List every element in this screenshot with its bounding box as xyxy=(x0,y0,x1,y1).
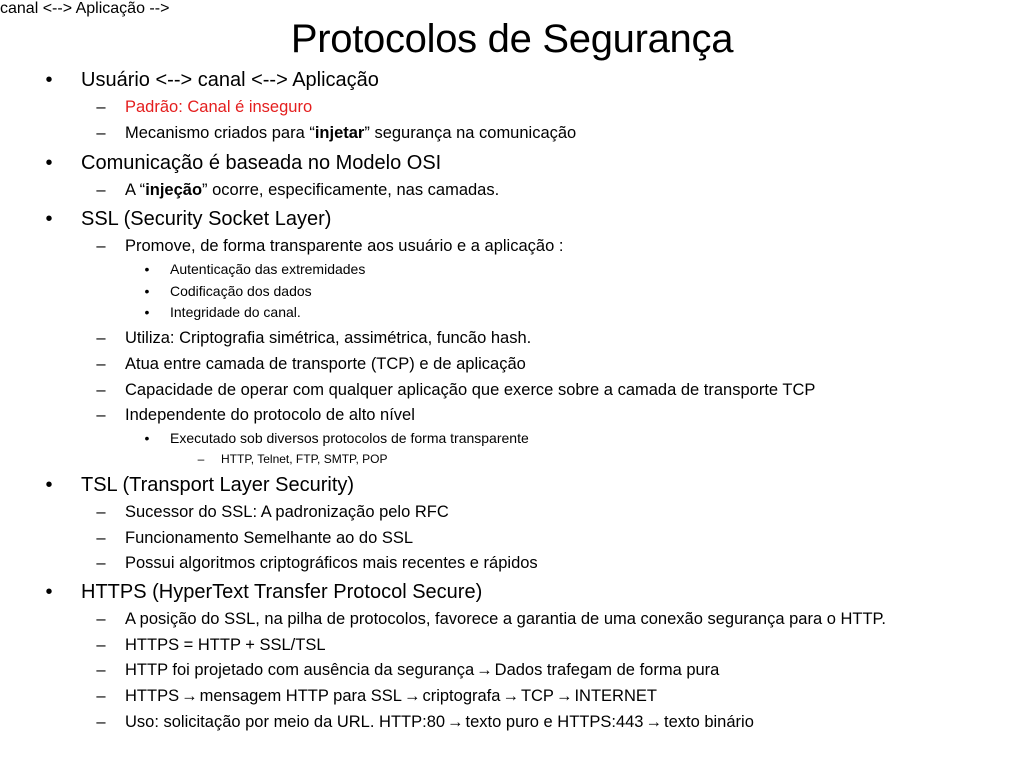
dash-marker: – xyxy=(96,636,106,654)
sub-padrao-canal-inseguro: Padrão: Canal é inseguro xyxy=(125,98,313,116)
bullet-marker: • xyxy=(45,152,53,174)
subsub-integridade: Integridade do canal. xyxy=(170,304,301,320)
dash-marker: – xyxy=(96,503,106,521)
sub-https-fluxo: HTTPS → mensagem HTTP para SSL → criptografa → TCP → INTERNET xyxy=(125,687,657,705)
sub-https-uso-url: Uso: solicitação por meio da URL. HTTP:80 → texto puro e HTTPS:443 → texto binário xyxy=(125,713,754,731)
subsub-codificacao: Codificação dos dados xyxy=(170,283,312,299)
dash-marker: – xyxy=(96,381,106,399)
bullet-ssl: SSL (Security Socket Layer) xyxy=(81,208,332,230)
dash-marker: – xyxy=(96,529,106,547)
arrow-right-icon: → xyxy=(645,713,662,731)
sub-tsl-sucessor: Sucessor do SSL: A padronização pelo RFC xyxy=(125,503,449,521)
bullet-marker: • xyxy=(45,69,53,91)
dash-marker: – xyxy=(96,355,106,373)
sub-http-sem-seguranca: HTTP foi projetado com ausência da segurança → Dados trafegam de forma pura xyxy=(125,661,720,679)
arrow-right-icon: → xyxy=(502,687,519,705)
sub-ssl-utiliza: Utiliza: Criptografia simétrica, assimétrica, funcão hash. xyxy=(125,329,532,347)
sub-tsl-funcionamento: Funcionamento Semelhante ao do SSL xyxy=(125,529,414,547)
dash-marker: – xyxy=(96,329,106,347)
sub-https-equation: HTTPS = HTTP + SSL/TSL xyxy=(125,636,326,654)
dash-marker: – xyxy=(96,554,106,572)
slide-title: Protocolos de Segurança xyxy=(290,17,734,61)
bullet-marker: • xyxy=(45,581,53,603)
bullet-marker: • xyxy=(45,208,53,230)
dash-marker: – xyxy=(197,452,205,466)
sub-ssl-capacidade: Capacidade de operar com qualquer aplicação que exerce sobre a camada de transporte TCP xyxy=(125,381,816,399)
bullet-marker: • xyxy=(144,430,150,446)
dash-marker: – xyxy=(96,687,106,705)
arrow-right-icon: → xyxy=(181,687,198,705)
slide: Protocolos de Segurança canal <--> Aplicação --> • Usuário <--> canal <--> Aplicação – Padrão: Canal é inseguro – Mecanismo criados para “injetar” segurança na comunicação • Comunicação é baseada no Modelo OSI – A “injeção” ocorre, especificamente, nas camadas. • SSL (Security Socket Layer) – Promove, de forma transparente aos usuário e a aplicação : • Autenticação das extremidades • Codificação dos dados • Integridade do canal. – Utiliza: Criptografia simétrica, assimétrica, funcão hash. – Atua entre camada de transporte (TCP) e de aplicação – Capacidade de operar com qualquer aplicação que exerce sobre a camada de transporte TCP – Independente do protocolo de alto nível • Executado sob diversos protocolos de forma transparente – HTTP, Telnet, FTP, SMTP, POP • TSL (Transport Layer Security) – Sucessor do SSL: A padronização pelo RFC – Funcionamento Semelhante ao do SSL – Possui algoritmos criptográficos mais recentes e rápidos • HTTPS (HyperText Transfer Protocol Secure) – A posição do SSL, na pilha de protocolos, favorece a garantia de uma conexão segurança para o HTTP. – HTTPS = HTTP + SSL/TSL – HTTP foi projetado com ausência da segurança → Dados trafegam de forma pura – HTTPS → mensagem HTTP para SSL → criptografa → TCP → INTERNET – Uso: solicitação por meio da URL. HTTP:80 → texto puro e HTTPS:443 → texto binário xyxy=(0,0,1024,768)
sub-mecanismo-injetar: Mecanismo criados para “injetar” segurança na comunicação xyxy=(125,124,577,142)
arrow-right-icon: → xyxy=(447,713,464,731)
arrow-right-icon: → xyxy=(476,661,493,679)
dash-marker: – xyxy=(96,98,106,116)
sub-ssl-independente: Independente do protocolo de alto nível xyxy=(125,406,415,424)
bullet-marker: • xyxy=(144,304,150,320)
arrow-right-icon: → xyxy=(555,687,573,705)
subsub-executado: Executado sob diversos protocolos de forma transparente xyxy=(170,430,529,446)
dash-marker: – xyxy=(96,661,106,679)
dash-marker: – xyxy=(96,124,106,142)
sub-ssl-atua: Atua entre camada de transporte (TCP) e de aplicação xyxy=(125,355,526,373)
dash-marker: – xyxy=(96,237,106,255)
bullet-usuario-canal: Usuário <--> canal <--> Aplicação xyxy=(81,69,379,91)
bullet-marker: • xyxy=(45,474,53,496)
level4-protocol-list: HTTP, Telnet, FTP, SMTP, POP xyxy=(221,452,388,466)
bullet-comunicacao-osi: Comunicação é baseada no Modelo OSI xyxy=(81,152,442,174)
arrow-right-icon: → xyxy=(403,687,421,705)
dash-marker: – xyxy=(96,713,106,731)
bullet-https: HTTPS (HyperText Transfer Protocol Secure) xyxy=(81,581,483,603)
dash-marker: – xyxy=(96,406,106,424)
sub-tsl-algoritmos: Possui algoritmos criptográficos mais recentes e rápidos xyxy=(125,554,538,572)
dash-marker: – xyxy=(96,610,106,628)
dash-marker: – xyxy=(96,181,106,199)
subsub-autenticacao: Autenticação das extremidades xyxy=(170,261,366,277)
bullet-marker: • xyxy=(144,283,150,299)
bullet-marker: • xyxy=(144,261,150,277)
sub-https-posicao: A posição do SSL, na pilha de protocolos, favorece a garantia de uma conexão segurança para o HTTP. xyxy=(125,610,887,628)
sub-injecao-camadas: A “injeção” ocorre, especificamente, nas camadas. xyxy=(125,181,500,199)
sub-ssl-promove: Promove, de forma transparente aos usuário e a aplicação : xyxy=(125,237,564,255)
bullet-tsl: TSL (Transport Layer Security) xyxy=(81,474,355,496)
